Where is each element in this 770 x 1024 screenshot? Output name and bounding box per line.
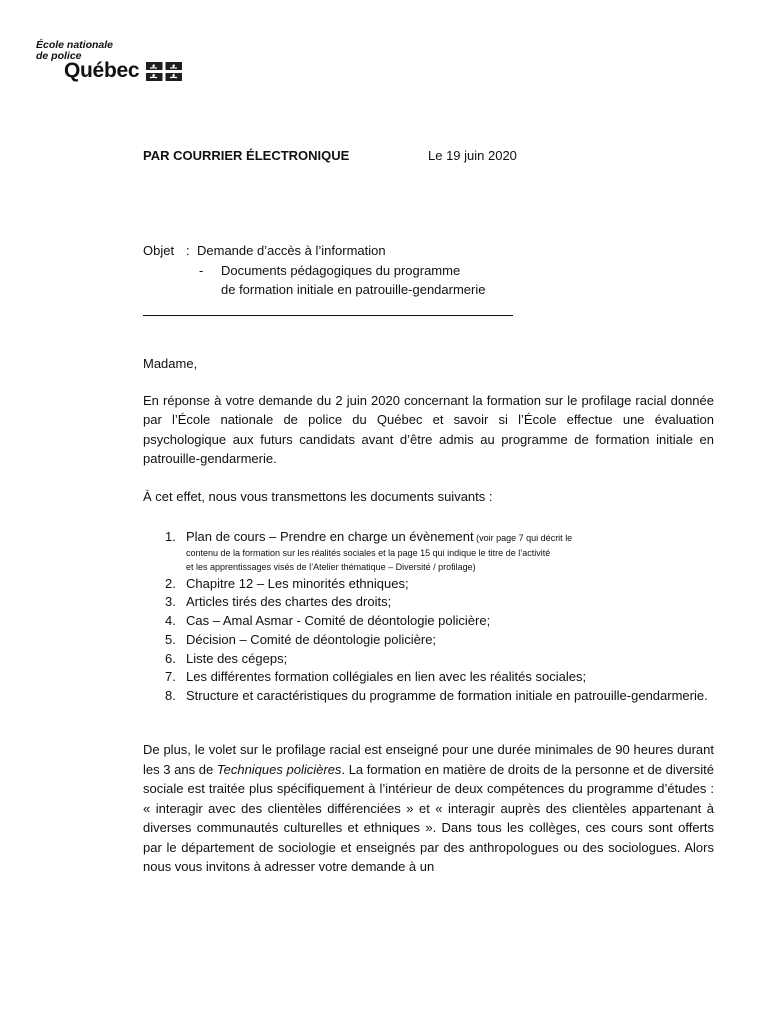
list-item-number: 6. [165,650,176,666]
paragraph-training-details [143,740,714,877]
paragraph-text: . La formation en matière de droits de la personne et de diversité sociale est traitée plus spécifiquement à l’intérieur de deux compétences du programme d’études : « interagir avec des clientèles différenciées » et « interagir auprès des clientèles appartenant à diverses communautés culturelles et ethniques ». Dans tous les collèges, ces cours sont offerts par le département de sociologie et enseignés par des anthropologues ou des sociologues. Alors nous vous invitons à adresser votre demande à un [143,761,714,874]
paragraph-request: En réponse à votre demande du 2 juin 2020 concernant la formation sur le profilage racial donnée par l’École nationale de police du Québec et savoir si l’École effectue une évaluation psychologique aux futurs candidats avant d’être admis au programme de formation initiale en patrouille-gendarmerie. [143,393,714,467]
list-item [143,528,723,574]
paragraph-text: De plus, le volet sur le profilage racial est enseigné pour une durée minimales de 90 heures durant les 3 ans de [143,742,714,777]
quebec-flag-icon [146,62,182,81]
logo-line-1: École nationale [36,39,114,51]
list-item-text: Décision – Comité de déontologie policière; [186,631,437,647]
list-item-number: 1. [165,529,176,544]
logo-wordmark: Québec [64,59,140,82]
list-item [143,687,723,706]
delivery-mode: PAR COURRIER ÉLECTRONIQUE [143,148,350,163]
list-item [143,650,723,669]
list-item-note-line: et les apprentissages visés de l’Atelier thématique – Diversité / profilage) [186,561,476,572]
list-item-number: 2. [165,575,176,591]
list-item [143,668,723,687]
list-item-number: 8. [165,687,176,703]
list-item-text: Cas – Amal Asmar - Comité de déontologie policière; [186,613,491,629]
list-item-number: 4. [165,613,176,629]
list-item-text: Chapitre 12 – Les minorités ethniques; [186,575,409,591]
list-item [143,612,723,631]
list-item-text: Structure et caractéristiques du programme de formation initiale en patrouille-gendarmerie. [186,687,708,703]
list-item-note-line: contenu de la formation sur les réalités sociales et la page 15 qui indique le titre de l’activité [186,547,551,558]
salutation: Madame, [143,356,198,371]
subject-detail-line-2: de formation initiale en patrouille-gendarmerie [221,282,486,297]
subject-underline [143,315,513,316]
subject-detail-line-1: Documents pédagogiques du programme [221,263,461,278]
documents-intro: À cet effet, nous vous transmettons les documents suivants : [143,489,493,504]
list-item-text: Articles tirés des chartes des droits; [186,594,392,610]
list-item [143,631,723,650]
list-item-text: Les différentes formation collégiales en lien avec les réalités sociales; [186,669,587,685]
list-item [143,575,723,594]
subject-dash: - [199,263,204,278]
list-item-note: (voir page 7 qui décrit le [473,533,573,543]
list-item [143,593,723,612]
subject-label: Objet [143,243,175,258]
list-item-text: Plan de cours – Prendre en charge un évènement [186,529,474,544]
list-item-number: 3. [165,594,176,610]
list-item-text: Liste des cégeps; [186,650,288,666]
letter-date: Le 19 juin 2020 [428,148,517,163]
logo-line-2: de police [36,50,82,62]
documents-list [143,528,723,706]
subject-colon: : [186,243,190,258]
subject-title: Demande d’accès à l’information [197,243,386,258]
list-item-number: 5. [165,631,176,647]
enpq-logo [36,40,186,86]
list-item-number: 7. [165,669,176,685]
program-name: Techniques policières [216,761,342,777]
